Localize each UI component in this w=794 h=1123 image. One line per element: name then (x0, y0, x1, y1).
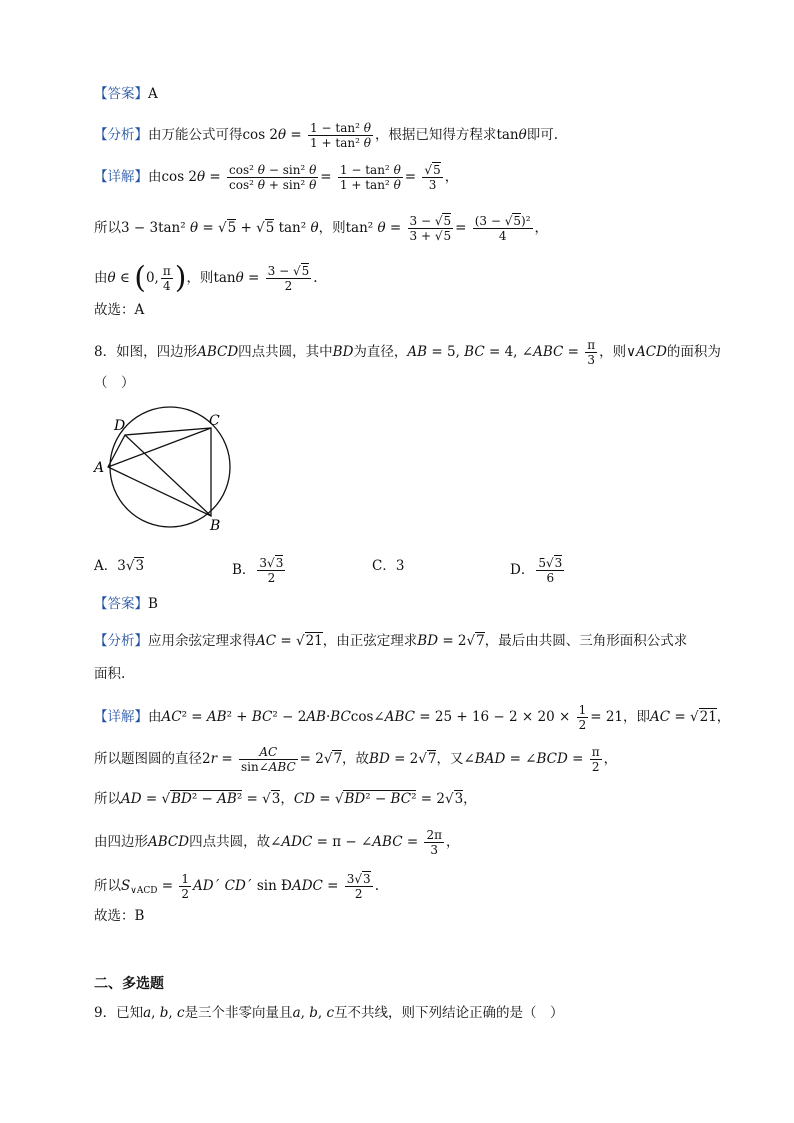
fraction: $\frac{\text{1 − tan² θ}}{\text{1 + tan² θ}}$ (339, 163, 401, 192)
analysis-text: ，最后由共圆、三角形面积公式求 (484, 633, 688, 649)
label-a: A (94, 460, 105, 476)
q8-answer-line (94, 594, 158, 614)
analysis-text: ，根据已知得方程求 (374, 127, 497, 143)
label-d: D (114, 418, 126, 434)
fraction: $\frac{\text{cos² θ − sin² θ}}{\text{cos² θ + sin² θ}}$ (229, 163, 317, 192)
fraction: $\frac{AC}{\text{sin∠ABC}}$ (240, 745, 296, 774)
q8-detail-line1: 【详解】由AC² = AB² + BC² − 2AB·BCcos∠ABC = 25 + 16 − 2 × 20 × $\frac{1}{2}$ = 21，即AC = √21， (94, 703, 731, 732)
analysis-text: ，由正弦定理求 (322, 633, 418, 649)
choice-label: D． (510, 562, 535, 578)
q8-detail-line2: 所以题图圆的直径2r = $\frac{AC}{\text{sin∠ABC}}$ = 2√7，故BD = 2√7，又∠BAD = ∠BCD = $\frac{\pi}{2}$ ， (94, 745, 618, 774)
detail-text: ，故 (342, 751, 370, 767)
answer-value: B (148, 596, 158, 612)
fraction: $\frac{\pi}{2}$ (591, 745, 600, 774)
stem-text: 是三个非零向量且 (184, 1005, 293, 1021)
detail-text: 所以 (94, 220, 121, 236)
detail-text: 四点共圆，故 (189, 834, 271, 850)
analysis-text: 即可. (526, 127, 559, 143)
analysis-tag: 【分析】 (94, 633, 148, 649)
q8-analysis-line: 【分析】应用余弦定理求得AC = √21，由正弦定理求BD = 2√7，最后由共圆、三角形面积公式求 (94, 633, 688, 649)
choice-a: A．3√3 (94, 558, 145, 574)
q8-detail-line5: 所以$S_{\vee ACD}$ = $\frac{1}{2}$ AD´ CD´ sin ÐADC = $\frac{3√3}{2}$ . (94, 872, 379, 901)
stem-text: 为直径， (353, 344, 408, 360)
choice-c (372, 556, 404, 576)
q8-stem: 8．如图，四边形ABCD四点共圆，其中BD为直径，AB = 5, BC = 4, ∠ABC = $\frac{\pi}{3}$ ，则∨ACD的面积为 (94, 338, 721, 367)
fraction: $\frac{2\pi}{3}$ (426, 828, 442, 857)
q8-choose: 故选：B (94, 908, 145, 924)
answer-tag: 【答案】 (94, 86, 148, 102)
analysis-tag: 【分析】 (94, 127, 148, 143)
choice-b (232, 556, 287, 585)
choice-d (510, 556, 566, 585)
choice-label: B． (232, 562, 256, 578)
q8-analysis-line2: 面积. (94, 666, 126, 682)
fraction: $\frac{3 - √5}{3 + √5}$ (409, 214, 452, 243)
stem-text: 四点共圆，其中 (238, 344, 333, 360)
stem-text: 已知 (116, 1005, 144, 1021)
fraction: $\frac{\text{1 − tan² θ}}{\text{1 + tan² θ}}$ (310, 121, 371, 150)
q7-analysis-line: 【分析】由万能公式可得cos 2θ = $\frac{\text{1 − tan² θ}}{\text{1 + tan² θ}}$ ，根据已知得方程求tanθ即可. (94, 121, 559, 150)
analysis-text: 由万能公式可得 (148, 127, 243, 143)
section-heading: 二、多选题 (94, 976, 164, 992)
q7-detail-line: 【详解】由cos 2θ = $\frac{\text{cos² θ − sin² θ}}{\text{cos² θ + sin² θ}}$ = $\frac{\text{1 − tan² θ}}{\text{1 + tan² θ}}$ = $\frac{√5}{3}$ ， (94, 163, 459, 192)
detail-tag: 【详解】 (94, 169, 148, 185)
q8-detail-line3: 所以AD = √BD² − AB² = √3，CD = √BD² − BC² = 2√3， (94, 791, 477, 807)
q8-detail-line4: 由四边形ABCD四点共圆，故∠ADC = π − ∠ABC = $\frac{2\pi}{3}$ ， (94, 828, 460, 857)
detail-text: 由 (148, 169, 162, 185)
fraction: $\frac{\text{(3 − √5)²}}{4}$ (474, 214, 531, 243)
detail-tag: 【详解】 (94, 709, 148, 725)
fraction: $\frac{1}{2}$ (578, 703, 587, 732)
answer-value: A (148, 86, 158, 102)
fraction: $\frac{3√3}{2}$ (346, 872, 371, 901)
detail-text: ，又 (436, 751, 464, 767)
stem-text: ，则 (599, 344, 627, 360)
detail-text: 所以 (94, 791, 121, 807)
q7-answer-line (94, 84, 158, 104)
stem-text: 如图，四边形 (116, 344, 198, 360)
fraction: $\frac{5√3}{6}$ (538, 556, 563, 585)
fraction: $\frac{√5}{3}$ (424, 163, 441, 192)
label-c: C (209, 413, 220, 429)
q7-detail-line2: 所以3 − 3tan² θ = √5 + √5 tan² θ，则tan² θ = $\frac{3 - √5}{3 + √5}$ = $\frac{\text{(3 − √5)²}}{4}$ ， (94, 214, 549, 243)
fraction: $\frac{\pi}{3}$ (587, 338, 596, 367)
detail-text: 由 (148, 709, 162, 725)
choice-label: C． (372, 558, 396, 574)
label-b: B (210, 518, 221, 534)
detail-text: 由 (94, 270, 108, 286)
analysis-text: 应用余弦定理求得 (148, 633, 256, 649)
fraction: $\frac{\pi}{4}$ (162, 264, 171, 293)
fraction: $\frac{3 - √5}{2}$ (267, 264, 310, 293)
detail-text: 由四边形 (94, 834, 148, 850)
answer-tag: 【答案】 (94, 596, 148, 612)
q9-stem: 9．已知a, b, c是三个非零向量且a, b, c互不共线，则下列结论正确的是（ ） (94, 1005, 564, 1021)
q7-detail-line3: 由θ ∈ (0, $\frac{\pi}{4}$ )，则tanθ = $\frac{3 - √5}{2}$ . (94, 260, 318, 296)
detail-text: ，即 (623, 709, 651, 725)
stem-text: 互不共线，则下列结论正确的是（ ） (334, 1005, 564, 1021)
detail-text: ，则 (318, 220, 346, 236)
detail-text: 所以题图圆的直径 (94, 751, 202, 767)
quadrilateral (108, 428, 211, 516)
fraction: $\frac{3√3}{2}$ (259, 556, 284, 585)
question-number: 9． (94, 1005, 117, 1021)
cyclic-quadrilateral-figure (90, 405, 240, 535)
diagonal-bd (125, 435, 211, 516)
stem-text: 的面积为 (666, 344, 721, 360)
detail-text: ，则 (186, 270, 214, 286)
choice-value: 3 (395, 558, 405, 574)
question-number: 8． (94, 344, 117, 360)
choice-label: A． (94, 558, 118, 574)
fraction: $\frac{1}{2}$ (181, 872, 189, 901)
detail-text: 所以 (94, 878, 121, 894)
q8-paren: （ ） (94, 375, 135, 391)
q7-choose: 故选：A (94, 302, 145, 318)
